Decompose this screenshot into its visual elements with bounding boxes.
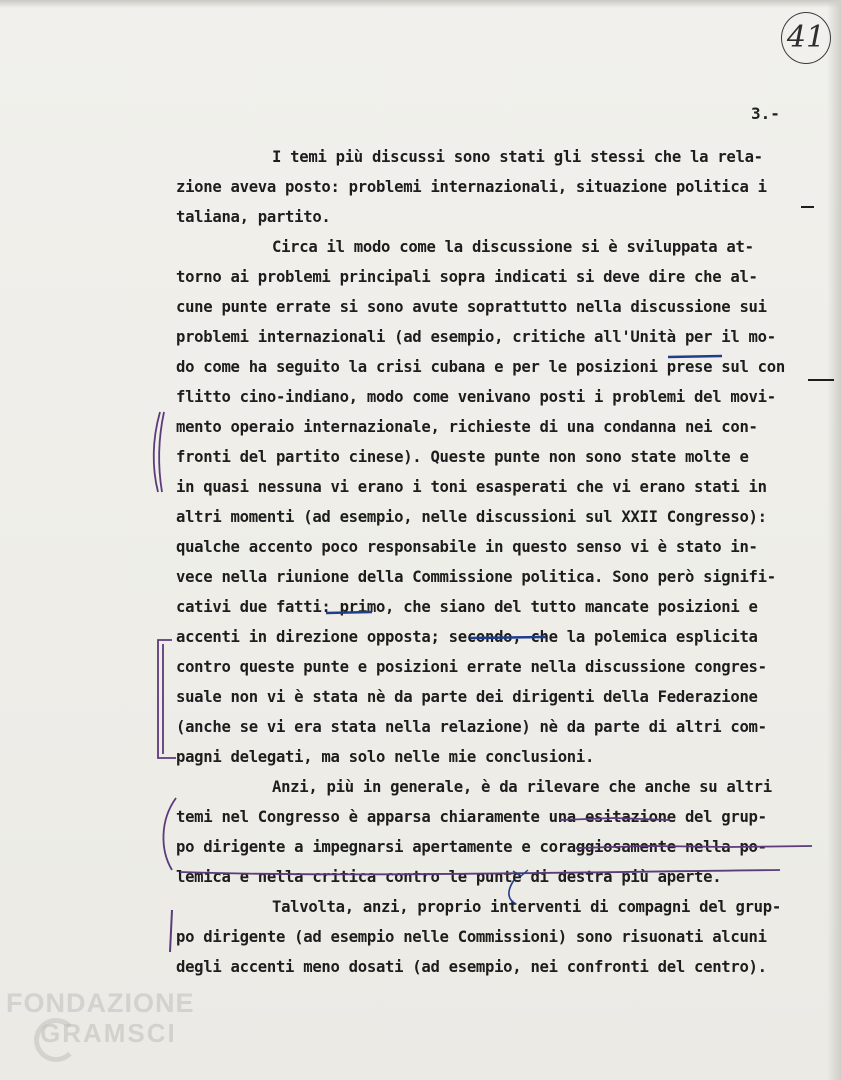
watermark-line1: FONDAZIONE — [6, 988, 195, 1018]
text-line: suale non vi è stata nè da parte dei dirigenti della Federazione — [176, 688, 758, 706]
text-line: torno ai problemi principali sopra indicati si deve dire che al- — [176, 268, 758, 286]
margin-bracket — [170, 910, 172, 952]
text-line: problemi internazionali (ad esempio, critiche all'Unità per il mo- — [176, 328, 776, 346]
text-line: Anzi, più in generale, è da rilevare che anche su altri — [272, 778, 772, 796]
watermark-line2: GRAMSCI — [40, 1018, 177, 1048]
text-line: I temi più discussi sono stati gli stessi che la rela- — [272, 148, 763, 166]
text-line: flitto cino-indiano, modo come venivano posti i problemi del movi- — [176, 388, 776, 406]
text-line: po dirigente (ad esempio nelle Commissioni) sono risuonati alcuni — [176, 928, 767, 946]
text-line: fronti del partito cinese). Queste punte non sono state molte e — [176, 448, 749, 466]
underline-mark — [668, 356, 722, 357]
text-line: temi nel Congresso è apparsa chiaramente una esitazione del grup- — [176, 808, 767, 826]
margin-bracket — [163, 798, 176, 870]
text-line: cune punte errate si sono avute soprattutto nella discussione sui — [176, 298, 767, 316]
page-number: 3.- — [751, 104, 780, 123]
text-line: qualche accento poco responsabile in questo senso vi è stato in- — [176, 538, 758, 556]
text-line: altri momenti (ad esempio, nelle discussioni sul XXII Congresso): — [176, 508, 767, 526]
text-line: accenti in direzione opposta; secondo, che la polemica esplicita — [176, 628, 758, 646]
text-line: taliana, partito. — [176, 208, 331, 226]
text-line: do come ha seguito la crisi cubana e per le posizioni prese sul con — [176, 358, 785, 376]
scan-edge-right — [827, 0, 841, 1080]
margin-bracket — [158, 640, 176, 758]
text-line: in quasi nessuna vi erano i toni esasperati che vi erano stati in — [176, 478, 767, 496]
text-line: Talvolta, anzi, proprio interventi di compagni del grup- — [272, 898, 781, 916]
text-line: pagni delegati, ma solo nelle mie conclusioni. — [176, 748, 595, 766]
text-line: contro queste punte e posizioni errate nella discussione congres- — [176, 658, 767, 676]
text-line: po dirigente a impegnarsi apertamente e coraggiosamente nella po- — [176, 838, 767, 856]
text-line: degli accenti meno dosati (ad esempio, nei confronti del centro). — [176, 958, 767, 976]
text-line: zione aveva posto: problemi internazionali, situazione politica i — [176, 178, 767, 196]
text-line: (anche se vi era stata nella relazione) nè da parte di altri com- — [176, 718, 767, 736]
archive-number-stamp: 41 — [781, 12, 831, 64]
margin-bracket — [154, 412, 164, 492]
scan-edge-top — [0, 0, 841, 8]
text-line: cativi due fatti: primo, che siano del tutto mancate posizioni e — [176, 598, 758, 616]
text-line: lemica e nella critica contro le punte di destra più aperte. — [176, 868, 722, 886]
text-line: vece nella riunione della Commissione politica. Sono però signifi- — [176, 568, 776, 586]
text-line: mento operaio internazionale, richieste di una condanna nei con- — [176, 418, 758, 436]
watermark-logo — [6, 988, 236, 1072]
text-line: Circa il modo come la discussione si è sviluppata at- — [272, 238, 754, 256]
